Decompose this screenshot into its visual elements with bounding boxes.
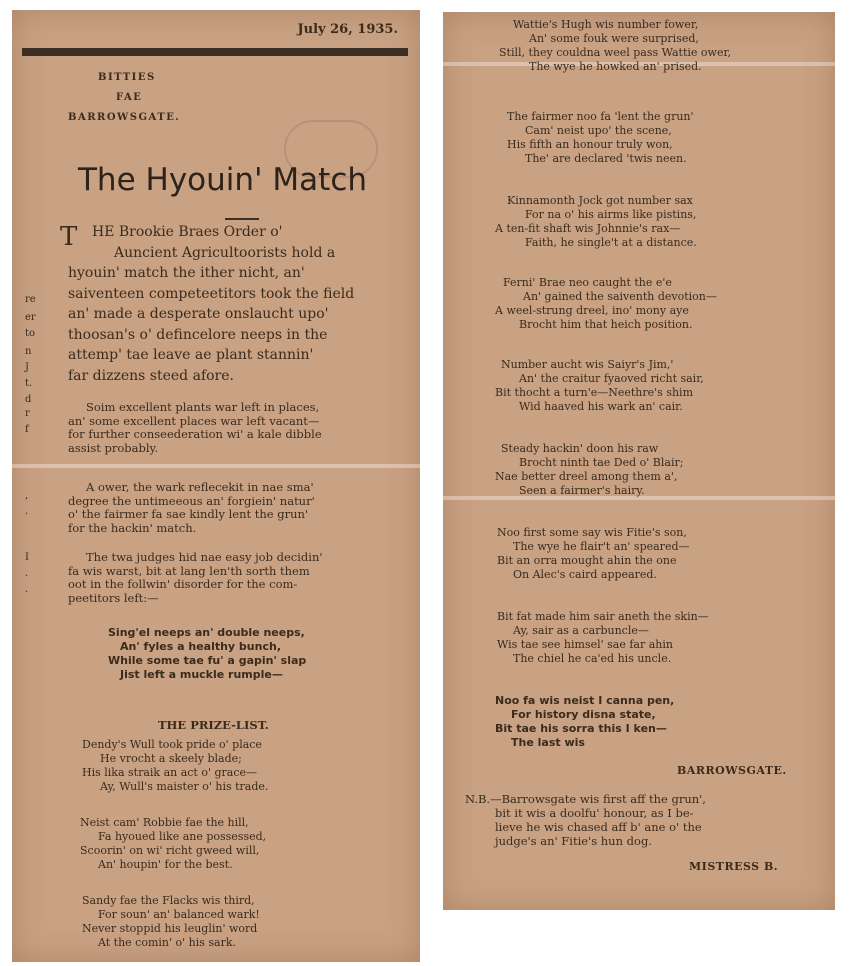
header-rule [22,48,408,56]
headline: The Hyouin' Match [78,162,368,198]
text-line: Auncient Agricultoorists hold a [114,244,336,261]
margin-letter: re [25,294,36,305]
text-line: An' some fouk were surprised, [529,32,699,45]
text-line: Bit an orra mought ahin the one [497,554,677,567]
issue-date: July 26, 1935. [297,22,398,37]
text-line: For history disna state, [511,708,656,721]
text-line: o' the fairmer fa sae kindly lent the grun' [68,507,309,521]
text-line: Noo first some say wis Fitie's son, [497,526,687,539]
text-line: An' the craitur fyaoved richt sair, [519,372,704,385]
text-line: Noo fa wis neist I canna pen, [495,694,675,707]
author-signature: BARROWSGATE. [677,764,787,777]
text-line: an' made a desperate onslaucht upo' [68,306,329,322]
text-line: assist probably. [68,440,159,455]
text-line: oot in the follwin' disorder for the com- [68,577,298,591]
text-line: Bit fat made him sair aneth the skin— [497,610,709,623]
text-line: Kinnamonth Jock got number sax [507,194,693,207]
text-line: Wis tae see himsel' sae far ahin [497,638,673,651]
text-line: Wid haaved his wark an' cair. [519,400,683,413]
right-clipping [443,12,835,910]
text-line: for further conseederation wi' a kale dibble [68,427,322,441]
text-line: The twa judges hid nae easy job decidin' [86,550,323,564]
text-line: His lika straik an act o' grace— [82,766,258,779]
text-line: The fairmer noo fa 'lent the grun' [507,110,694,123]
text-line: Fa hyoued like ane possessed, [98,830,267,843]
text-line: judge's an' Fitie's hun dog. [495,834,652,848]
text-line: fa wis warst, bit at lang len'th sorth them [68,563,310,578]
text-line: HE Brookie Braes Order o' [92,224,283,240]
text-line: Sandy fae the Flacks wis third, [82,894,255,907]
text-line: At the comin' o' his sark. [98,936,237,949]
text-line: peetitors left:— [68,590,159,605]
margin-letter: . [25,506,29,517]
text-line: attemp' tae leave ae plant stannin' [68,347,314,363]
kicker-line-3: BARROWSGATE. [68,112,181,123]
text-line: Wattie's Hugh wis number fower, [513,18,699,31]
margin-letter: . [25,584,29,595]
text-line: far dizzens steed afore. [68,367,234,384]
margin-letter: er [25,312,36,323]
text-line: On Alec's caird appeared. [513,568,657,581]
text-line: Bit thocht a turn'e—Neethre's shim [495,386,694,399]
text-line: A ten-fit shaft wis Johnnie's rax— [495,222,681,235]
text-line: Cam' neist upo' the scene, [525,124,672,137]
text-line: N.B.—Barrowsgate wis first aff the grun', [465,792,706,806]
text-line: Neist cam' Robbie fae the hill, [80,816,249,829]
text-line: Ferni' Brae neo caught the e'e [503,276,672,289]
margin-letter: d [25,394,32,405]
margin-letter: J [25,362,30,373]
text-line: While some tae fu' a gapin' slap [108,654,307,667]
text-line: an' some excellent places war left vacant— [68,413,320,428]
text-line: The' are declared 'twis neen. [525,152,687,165]
text-line: Nae better dreel among them a', [495,470,678,483]
text-line: Faith, he single't at a distance. [525,236,697,249]
text-line: Bit tae his sorra this I ken— [495,722,667,735]
fold-crease [12,464,420,468]
text-line: The last wis [511,736,585,749]
margin-letter: , [25,490,29,501]
margin-letter: t. [25,378,33,389]
kicker-line-1: BITTIES [98,72,156,83]
text-line: His fifth an honour truly won, [507,138,673,151]
prize-list-heading: THE PRIZE-LIST. [158,718,269,732]
text-line: For soun' an' balanced wark! [98,908,260,921]
text-line: A ower, the wark reflecekit in nae sma' [86,480,314,494]
margin-letter: . [25,568,29,579]
text-line: hyouin' match the ither nicht, an' [68,265,305,281]
text-line: Sing'el neeps an' double neeps, [108,626,305,639]
text-line: An' houpin' for the best. [98,858,233,871]
text-line: The chiel he ca'ed his uncle. [513,652,672,665]
text-line: For na o' his airms like pistins, [525,208,697,221]
margin-letter: I [25,552,29,563]
text-line: thoosan's o' defincelore neeps in the [68,326,328,343]
text-line: saiventeen competeetitors took the field [68,285,355,302]
text-line: The wye he flair't an' speared— [513,540,690,553]
sign-off: MISTRESS B. [689,860,779,873]
text-line: Jist left a muckle rumple— [120,668,283,681]
text-line: Soim excellent plants war left in places, [86,400,320,414]
left-clipping [12,10,420,962]
text-line: A weel-strung dreel, ino' mony aye [495,304,689,317]
kicker-line-2: FAE [116,92,143,103]
text-line: The wye he howked an' prised. [529,60,702,73]
text-line: Dendy's Wull took pride o' place [82,738,262,751]
text-line: degree the untimeeous an' forgiein' natur' [68,493,315,508]
text-line: He vrocht a skeely blade; [100,752,242,765]
text-line: lieve he wis chased aff b' ane o' the [495,820,702,834]
text-line: Ay, sair as a carbuncle— [513,624,649,637]
text-line: Ay, Wull's maister o' his trade. [100,780,269,793]
text-line: Still, they couldna weel pass Wattie ower, [499,46,731,59]
margin-letter: f [25,424,29,435]
text-line: Seen a fairmer's hairy. [519,484,645,497]
text-line: bit it wis a doolfu' honour, as I be- [495,806,694,820]
headline-dash [225,218,259,220]
text-line: Never stoppid his leuglin' word [82,922,258,935]
text-line: An' fyles a healthy bunch, [120,640,281,653]
text-line: Brocht ninth tae Ded o' Blair; [519,456,684,469]
margin-letter: n [25,346,32,357]
margin-letter: to [25,328,36,339]
margin-letter: r [25,408,30,419]
text-line: An' gained the saiventh devotion— [523,290,717,303]
drop-cap: T [60,222,78,252]
text-line: Scoorin' on wi' richt gweed will, [80,844,260,857]
text-line: Brocht him that heich position. [519,318,693,331]
text-line: for the hackin' match. [68,520,197,535]
text-line: Steady hackin' doon his raw [501,442,659,455]
text-line: Number aucht wis Saiyr's Jim,' [501,358,674,371]
